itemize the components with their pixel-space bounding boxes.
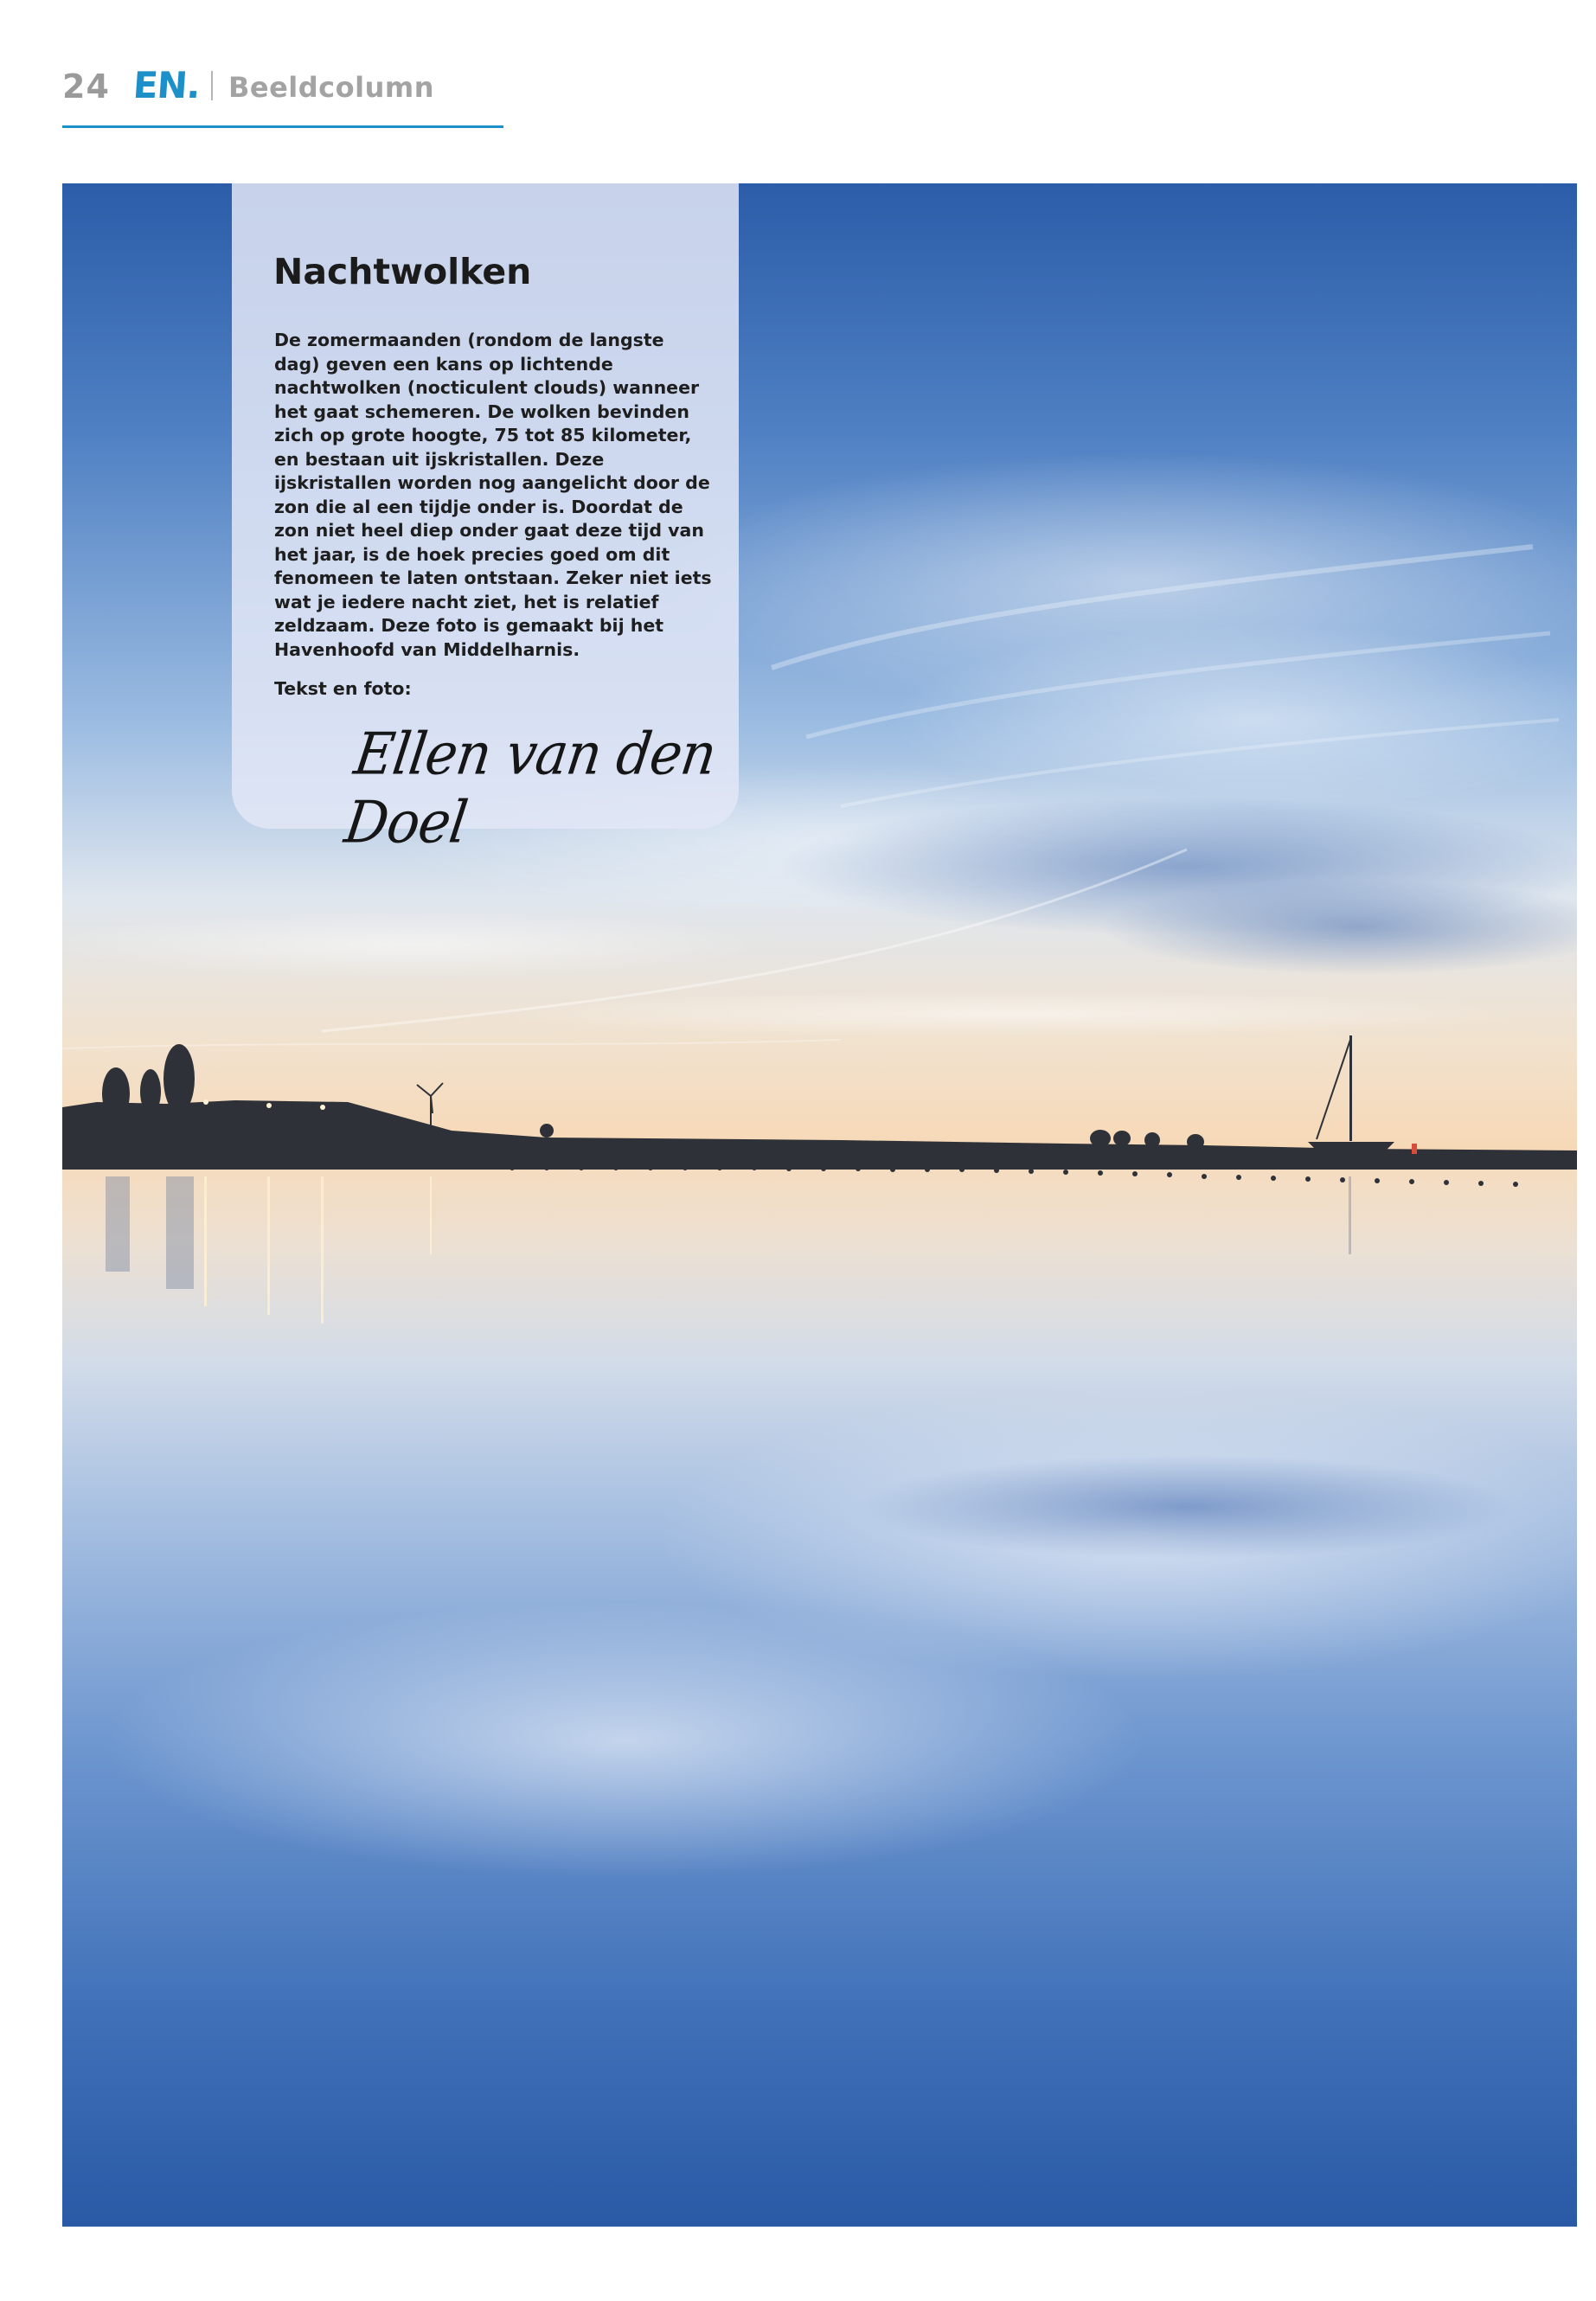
article-panel: [232, 183, 739, 856]
page-number: 24: [62, 67, 110, 106]
page-header: [62, 62, 503, 130]
article-title: Nachtwolken: [273, 251, 532, 292]
article-body: De zomermaanden (rondom de langste dag) geven een kans op lichtende nachtwolken (nocticulent clouds) wanneer het gaat schemeren. De wolken bevinden zich op grote hoogte, 75 tot 85 kilometer, en bestaan uit ijskristallen. Deze ijskristallen worden nog aangelicht door de zon die al een tijdje onder is. Doordat de zon niet heel diep onder gaat deze tijd van het jaar, is de hoek precies goed om dit fenomeen te laten ontstaan. Zeker niet iets wat je iedere nacht ziet, het is relatief zeldzaam. Deze foto is gemaakt bij het Havenhoofd van Middelharnis.: [274, 330, 712, 660]
brand-logo: EN.: [131, 64, 202, 106]
header-rule: [62, 125, 503, 128]
header-divider: [211, 71, 213, 100]
credit-label: Tekst en foto:: [274, 678, 412, 699]
author-signature: Ellen van den Doel: [340, 720, 721, 856]
section-title: Beeldcolumn: [228, 71, 434, 104]
